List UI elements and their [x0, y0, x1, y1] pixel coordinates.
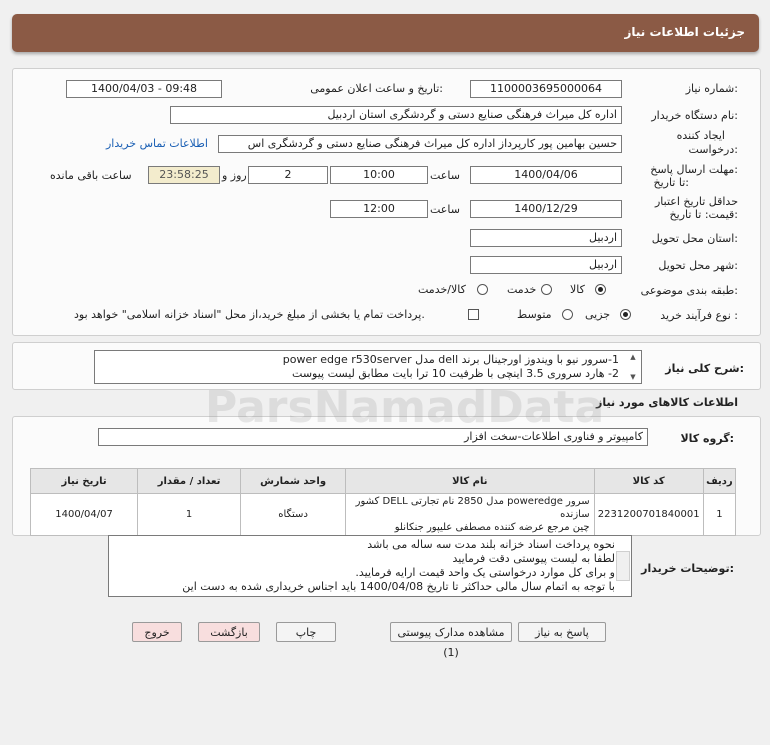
announce-datetime-label: تاریخ و ساعت اعلان عمومی:	[310, 82, 443, 95]
creator-field[interactable]: حسین بهامین پور کارپرداز اداره کل میراث فرهنگی صنایع دستی و گردشگری اس	[218, 135, 622, 153]
category-goods-service-label: کالا/خدمت	[418, 283, 466, 296]
col-unit: واحد شمارش	[241, 469, 346, 494]
delivery-city-field[interactable]: اردبیل	[470, 256, 622, 274]
days-label: روز و	[222, 169, 247, 182]
delivery-province-field[interactable]: اردبیل	[470, 229, 622, 247]
category-goods-radio[interactable]	[595, 284, 606, 295]
description-line-1: 1-سرور نیو با ویندوز اورجینال برند dell مدل power edge r530server	[282, 353, 619, 366]
cell-name-line-2: چین مرجع عرضه کننده مصطفی علیپور جنکانلو	[394, 522, 590, 533]
remaining-time-label: ساعت باقی مانده	[50, 169, 132, 182]
category-goods-label: کالا	[570, 283, 585, 296]
creator-label-cont: درخواست:	[688, 143, 738, 156]
process-partial-radio[interactable]	[620, 309, 631, 320]
cell-qty: 1	[138, 494, 241, 536]
print-button[interactable]: چاپ	[276, 622, 336, 642]
creator-label: ایجاد کننده	[676, 129, 725, 142]
exit-button[interactable]: خروج	[132, 622, 182, 642]
category-service-label: خدمت	[507, 283, 537, 296]
category-goods-service-radio[interactable]	[477, 284, 488, 295]
buyer-note-line-1: نحوه پرداخت اسناد خزانه بلند مدت سه ساله می باشد	[367, 538, 615, 551]
goods-group-field[interactable]: کامپیوتر و فناوری اطلاعات-سخت افزار	[98, 428, 648, 446]
col-qty: تعداد / مقدار	[138, 469, 241, 494]
need-number-label: شماره نیاز:	[685, 82, 738, 95]
delivery-city-label: شهر محل تحویل:	[658, 259, 738, 272]
goods-table	[30, 468, 736, 536]
view-attachments-button[interactable]: مشاهده مدارک پیوستی (1)	[390, 622, 512, 642]
cell-name-line-1: سرور poweredge مدل 2850 نام تجارتی DELL کشور سازنده	[355, 496, 590, 520]
process-partial-label: جزیی	[585, 308, 611, 321]
col-name: نام کالا	[346, 469, 595, 494]
validity-date-field[interactable]: 1400/12/29	[470, 200, 622, 218]
reply-date-field[interactable]: 1400/04/06	[470, 166, 622, 184]
cell-date: 1400/04/07	[31, 494, 138, 536]
page-title: جزئیات اطلاعات نیاز	[624, 25, 745, 39]
price-validity-label: حداقل تاریخ اعتبار	[654, 195, 738, 208]
buyer-note-line-3: و برای کل موارد درخواستی یک واحد قیمت ارایه فرمایید.	[355, 566, 615, 579]
back-button[interactable]: بازگشت	[198, 622, 260, 642]
cell-row: 1	[703, 494, 735, 536]
description-textarea[interactable]	[94, 350, 642, 384]
reply-deadline-label-cont: تا تاریخ:	[653, 176, 689, 189]
col-row: ردیف	[703, 469, 735, 494]
goods-group-label: گروه کالا:	[680, 432, 734, 445]
process-medium-label: متوسط	[517, 308, 552, 321]
announce-datetime-field[interactable]: 1400/04/03 - 09:48	[66, 80, 222, 98]
goods-section-title: اطلاعات کالاهای مورد نیاز	[596, 396, 738, 409]
buyer-note-line-4: با توجه به اتمام سال مالی حداکثر تا تاریخ 1400/04/08 باید اجناس خریداری شده به دست این	[182, 580, 615, 593]
cell-name	[346, 494, 595, 536]
process-medium-radio[interactable]	[562, 309, 573, 320]
need-number-field[interactable]: 1100003695000064	[470, 80, 622, 98]
cell-code: 2231200701840001	[594, 494, 703, 536]
validity-time-field[interactable]: 12:00	[330, 200, 428, 218]
buyer-note-line-2: لطفا به لیست پیوستی دقت فرمایید	[452, 552, 615, 565]
cell-unit: دستگاه	[241, 494, 346, 536]
category-label: طبقه بندی موضوعی:	[640, 284, 738, 297]
page-header	[12, 14, 759, 52]
col-date: تاریخ نیاز	[31, 469, 138, 494]
days-remaining-field[interactable]: 2	[248, 166, 328, 184]
scroll-up-icon[interactable]: ▲	[630, 353, 636, 361]
reply-time-label: ساعت	[430, 169, 460, 182]
description-scroll[interactable]	[627, 352, 639, 382]
reply-deadline-label: مهلت ارسال پاسخ:	[650, 163, 738, 176]
goods-table-header	[31, 469, 736, 494]
validity-time-label: ساعت	[430, 203, 460, 216]
description-label: شرح کلی نیاز:	[665, 362, 744, 375]
remaining-time-field: 23:58:25	[148, 166, 220, 184]
col-code: کد کالا	[594, 469, 703, 494]
buyer-contact-link[interactable]: اطلاعات تماس خریدار	[106, 137, 208, 150]
buyer-notes-label: توضیحات خریدار:	[641, 562, 734, 575]
purchase-process-label: نوع فرآیند خرید :	[660, 309, 738, 322]
scroll-down-icon[interactable]: ▼	[630, 373, 636, 381]
category-service-radio[interactable]	[541, 284, 552, 295]
reply-button[interactable]: پاسخ به نیاز	[518, 622, 606, 642]
buyer-org-label: نام دستگاه خریدار:	[651, 109, 738, 122]
buyer-notes-textarea[interactable]	[108, 535, 632, 597]
buyer-org-field[interactable]: اداره کل میراث فرهنگی صنایع دستی و گردشگری استان اردبیل	[170, 106, 622, 124]
price-validity-label-cont: قیمت: تا تاریخ:	[669, 208, 738, 221]
delivery-province-label: استان محل تحویل:	[651, 232, 738, 245]
treasury-payment-checkbox[interactable]	[468, 309, 479, 320]
reply-time-field[interactable]: 10:00	[330, 166, 428, 184]
description-line-2: 2- هارد سروری 3.5 اینچی با ظرفیت 10 ترا بایت مطابق لیست پیوست	[292, 367, 619, 380]
buyer-notes-scrollbar[interactable]	[616, 551, 630, 581]
watermark-logo: ParsNamadData	[205, 382, 605, 433]
treasury-payment-note: پرداخت تمام یا بخشی از مبلغ خرید،از محل "اسناد خزانه اسلامی" خواهد بود.	[74, 308, 425, 321]
table-row[interactable]	[31, 494, 736, 536]
